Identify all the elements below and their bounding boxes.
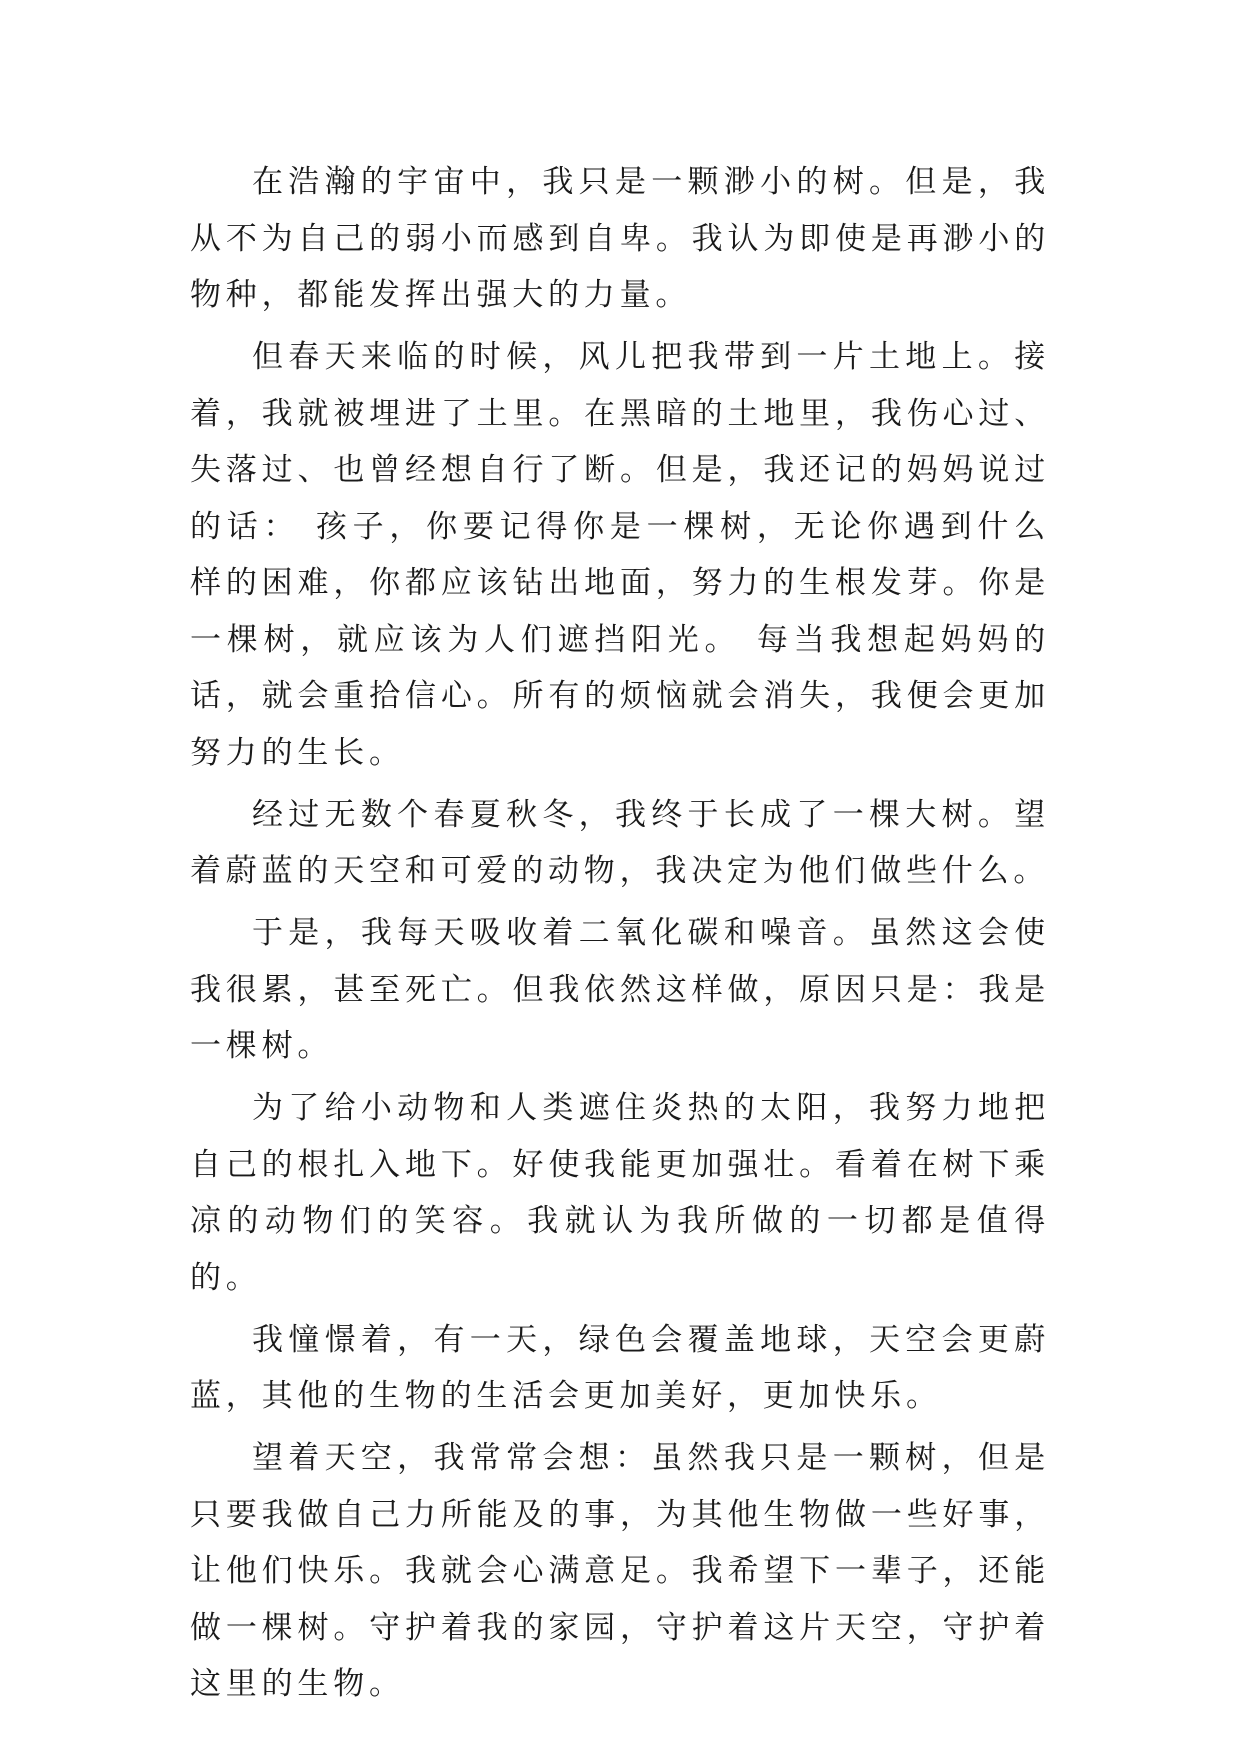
paragraph: 但春天来临的时候，风儿把我带到一片土地上。接着，我就被埋进了土里。在黑暗的土地里，我伤心过、失落过、也曾经想自行了断。但是，我还记的妈妈说过的话： 孩子，你要记得你是一棵树，无论你遇到什么样的困难，你都应该钻出地面，努力的生根发芽。你是一棵树，就应该为人们遮挡阳光。 每当我想起妈妈的话，就会重拾信心。所有的烦恼就会消失，我便会更加努力的生长。 bbox=[190, 339, 1050, 771]
paragraph: 经过无数个春夏秋冬，我终于长成了一棵大树。望着蔚蓝的天空和可爱的动物，我决定为他们做些什么。 bbox=[190, 796, 1050, 889]
paragraph: 在浩瀚的宇宙中，我只是一颗渺小的树。但是，我从不为自己的弱小而感到自卑。我认为即使是再渺小的物种，都能发挥出强大的力量。 bbox=[190, 164, 1050, 313]
paragraph: 我憧憬着，有一天，绿色会覆盖地球，天空会更蔚蓝，其他的生物的生活会更加美好，更加快乐。 bbox=[190, 1321, 1050, 1414]
paragraph: 望着天空，我常常会想：虽然我只是一颗树，但是只要我做自己力所能及的事，为其他生物做一些好事，让他们快乐。我就会心满意足。我希望下一辈子，还能做一棵树。守护着我的家园，守护着这片天空，守护着这里的生物。 bbox=[190, 1440, 1050, 1702]
paragraph: 为了给小动物和人类遮住炎热的太阳，我努力地把自己的根扎入地下。好使我能更加强壮。看着在树下乘凉的动物们的笑容。我就认为我所做的一切都是值得的。 bbox=[190, 1090, 1050, 1296]
paragraph: 于是，我每天吸收着二氧化碳和噪音。虽然这会使我很累，甚至死亡。但我依然这样做，原因只是：我是一棵树。 bbox=[190, 915, 1050, 1064]
essay-body bbox=[190, 154, 1050, 1718]
